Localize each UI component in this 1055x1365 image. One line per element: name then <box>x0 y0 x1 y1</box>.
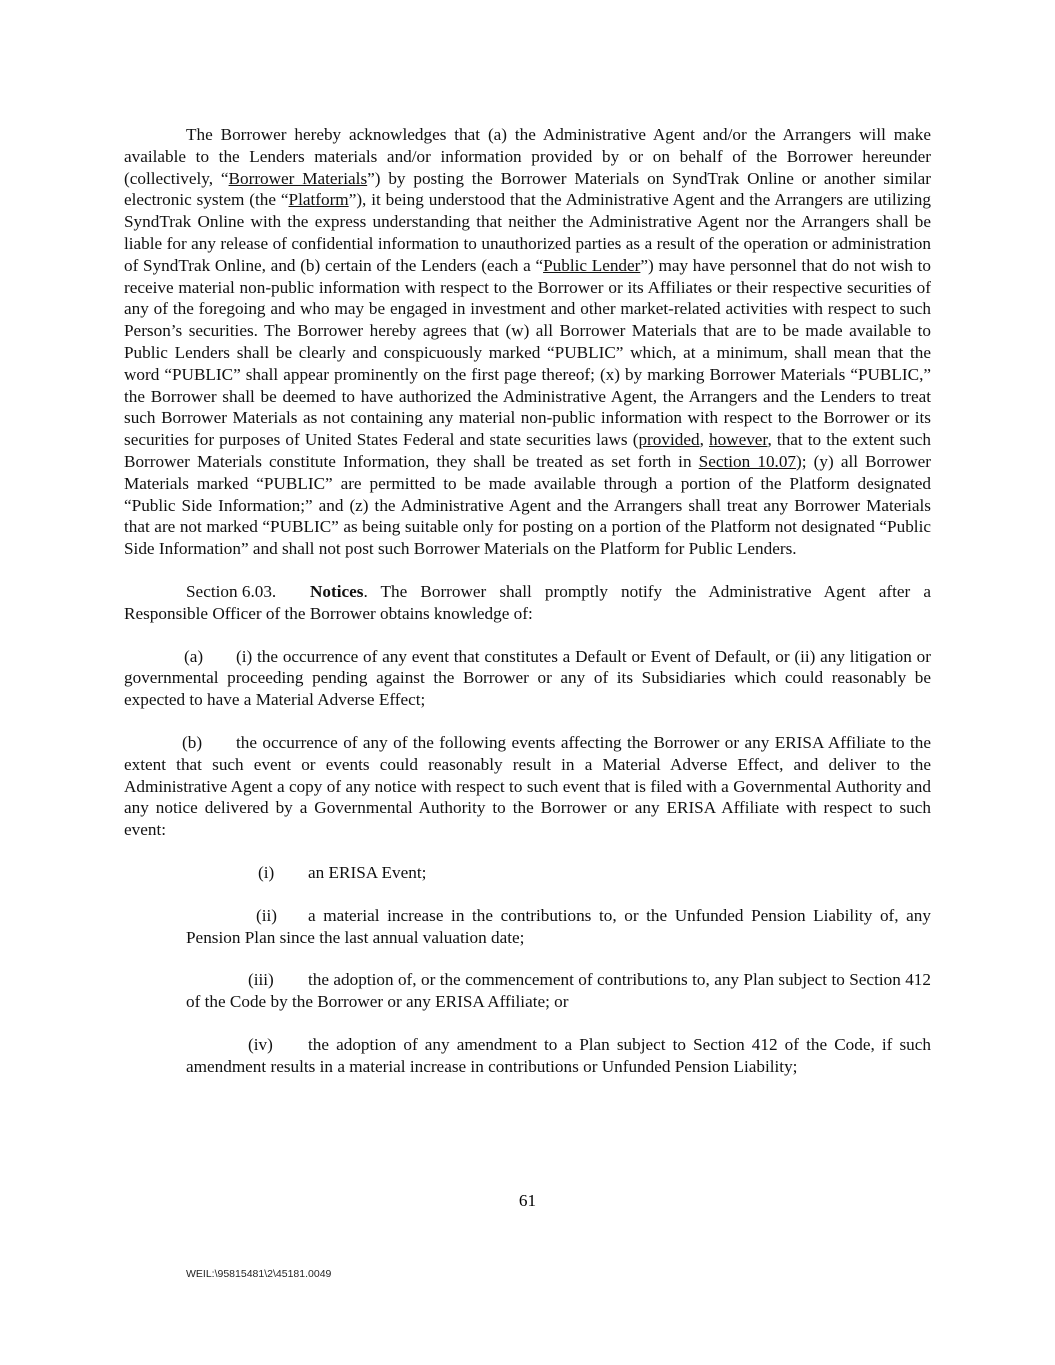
page-number: 61 <box>518 1191 537 1210</box>
sub-item-text: the adoption of, or the commencement of contributions to, any Plan subject to Section 412 of the Code by the Borrower or any ERISA Affiliate; or <box>186 970 931 1012</box>
sub-item-text: an ERISA Event; <box>308 862 427 882</box>
item-a <box>124 646 931 711</box>
sub-item-label: (i) <box>258 862 275 882</box>
term-provided: provided <box>638 430 700 450</box>
section-intro-text: . The Borrower shall promptly notify the Administrative Agent after a Responsible Officer of the Borrower obtains knowledge of: <box>124 581 931 623</box>
sub-item-label: (ii) <box>256 905 277 925</box>
item-a-label: (a) <box>184 646 204 666</box>
section-heading-paragraph <box>124 581 931 625</box>
term-however: however <box>708 430 768 450</box>
item-b-text: the occurrence of any of the following events affecting the Borrower or any ERISA Affiliate to the extent that such event or events could reasonably result in a Material Adverse Effect, and deliver to the Administrative Agent a copy of any notice with respect to such event that is filed with a Governmental Authority and any notice delivered by a Governmental Authority to the Borrower or any ERISA Affiliate with respect to such event: <box>124 732 931 840</box>
item-b <box>124 732 931 841</box>
item-a-text: (i) the occurrence of any event that constitutes a Default or Event of Default, or (ii) any litigation or governmental proceeding pending against the Borrower or any of its Subsidiaries which could reasonably be expected to have a Material Adverse Effect; <box>124 646 931 710</box>
document-body <box>124 124 931 1077</box>
sub-item-text: the adoption of any amendment to a Plan subject to Section 412 of the Code, if such amendment results in a material increase in contributions or Unfunded Pension Liability; <box>186 1034 931 1076</box>
defined-term-borrower-materials: Borrower Materials <box>228 168 368 188</box>
section-reference: Section 10.07 <box>698 451 797 471</box>
sub-item-label: (iv) <box>248 1034 273 1054</box>
defined-term-public-lender: Public Lender <box>543 255 641 275</box>
sub-item-iii <box>186 969 931 1013</box>
defined-term-platform: Platform <box>288 190 349 210</box>
paragraph-borrower-materials: The Borrower hereby acknowledges that (a) the Administrative Agent and/or the Arrangers will make available to the Lenders materials and/or information provided by or on behalf of the Borrower hereunder (collectively, “Borrower Materials”) by posting the Borrower Materials on SyndTrak Online or another similar electronic system (the “Platform”), it being understood that the Administrative Agent and the Arrangers are utilizing SyndTrak Online with the express understanding that neither the Administrative Agent nor the Arrangers shall be liable for any release of confidential information to unauthorized parties as a result of the operation or administration of SyndTrak Online, and (b) certain of the Lenders (each a “Public Lender”) may have personnel that do not wish to receive material non-public information with respect to the Borrower or its Affiliates or their respective securities of any of the foregoing and who may be engaged in investment and other market-related activities with respect to such Person’s securities. The Borrower hereby agrees that (w) all Borrower Materials that are to be made available to Public Lenders shall be clearly and conspicuously marked “PUBLIC” which, at a minimum, shall mean that the word “PUBLIC” shall appear prominently on the first page thereof; (x) by marking Borrower Materials “PUBLIC,” the Borrower shall be deemed to have authorized the Administrative Agent, the Arrangers and the Lenders to treat such Borrower Materials as not containing any material non-public information with respect to the Borrower or its securities for purposes of United States Federal and state securities laws (provided, however, that to the extent such Borrower Materials constitute Information, they shall be treated as set forth in Section 10.07); (y) all Borrower Materials marked “PUBLIC” are permitted to be made available through a portion of the Platform designated “Public Side Information;” and (z) the Administrative Agent and the Arrangers shall treat any Borrower Materials that are not marked “PUBLIC” as being suitable only for posting on a portion of the Platform not designated “Public Side Information” and shall not post such Borrower Materials on the Platform for Public Lenders. <box>124 125 931 559</box>
sub-item-iv <box>186 1034 931 1078</box>
sub-item-i <box>186 862 931 884</box>
sub-item-text: a material increase in the contributions to, or the Unfunded Pension Liability of, any Pension Plan since the last annual valuation date; <box>186 905 931 947</box>
sub-item-ii <box>186 905 931 949</box>
document-footer-id: WEIL:\95815481\2\45181.0049 <box>186 1268 332 1280</box>
sub-item-label: (iii) <box>248 970 274 990</box>
item-b-label: (b) <box>182 732 203 752</box>
section-title: Notices <box>310 581 364 601</box>
section-number: Section 6.03. <box>186 581 277 601</box>
